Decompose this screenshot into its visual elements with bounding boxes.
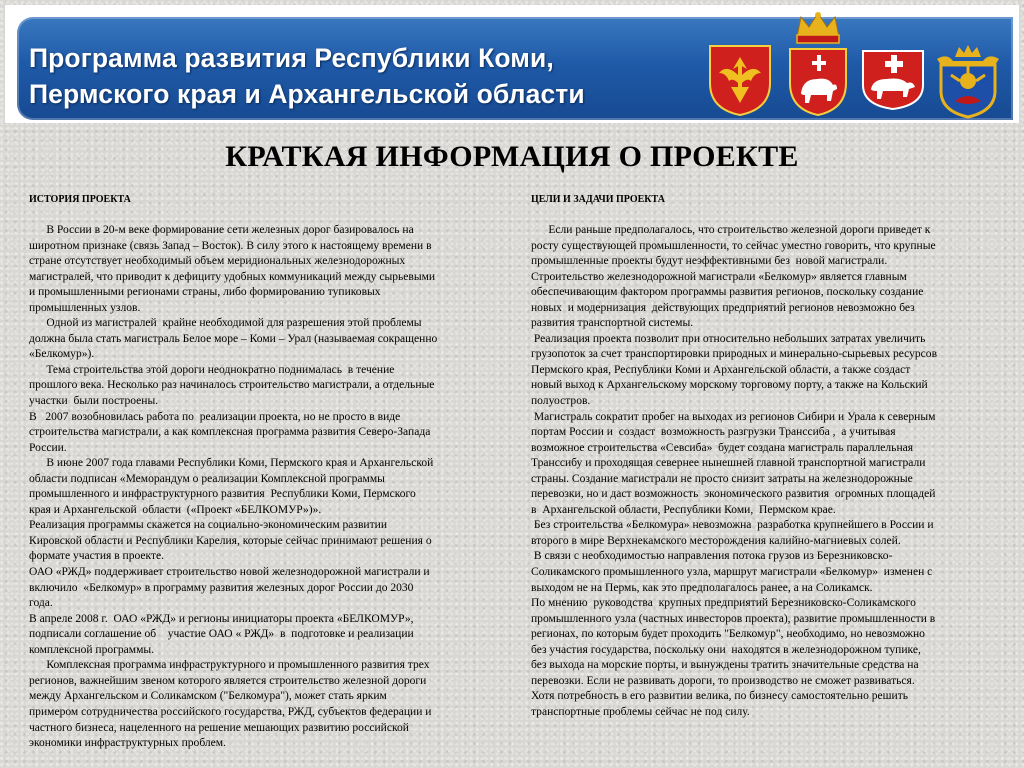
komi-coat-of-arms-icon xyxy=(707,43,773,117)
goals-text-line: Если раньше предполагалось, что строительство железной дороги приведет к xyxy=(531,224,931,236)
goals-text-line: росту существующей промышленности, то сейчас уместно говорить, что крупные xyxy=(531,239,936,252)
goals-text-line: портам России и создаст возможность разгрузки Транссиба , а учитывая xyxy=(531,426,896,439)
perm-coat-of-arms-icon xyxy=(787,9,849,119)
goals-text-line: Строительство железнодорожной магистрали «Белкомур» является главным xyxy=(531,270,907,283)
goals-text-line: По мнению руководства крупных предприятий Березниковско-Соликамского xyxy=(531,597,916,610)
goals-heading: ЦЕЛИ И ЗАДАЧИ ПРОЕКТА xyxy=(531,194,665,205)
history-column xyxy=(29,193,491,752)
history-text-line: В России в 20-м веке формирование сети железных дорог базировалось на xyxy=(29,224,414,236)
history-text-line: В апреле 2008 г. ОАО «РЖД» и регионы инициаторы проекта «БЕЛКОМУР», xyxy=(29,612,414,625)
history-text-line: должна была стать магистраль Белое море – Коми – Урал (называемая сокращенно xyxy=(29,332,438,345)
banner-title xyxy=(29,40,709,112)
page-title: КРАТКАЯ ИНФОРМАЦИЯ О ПРОЕКТЕ xyxy=(225,140,799,173)
goals-text-line: транспортные проблемы сейчас не под силу. xyxy=(531,705,750,718)
nenets-flag-bear-icon xyxy=(861,49,925,111)
goals-text-line: Без строительства «Белкомура» невозможна разработка крупнейшего в России и xyxy=(531,519,934,532)
history-text-line: широтном признаке (связь Запад – Восток). В силу этого к настоящему времени в xyxy=(29,239,432,252)
history-text-line: регионов, важнейшим звеном которого является строительство железной дороги xyxy=(29,674,427,687)
goals-text-line: выходом не на Пермь, как это предполагалось ранее, а на Соликамск. xyxy=(531,581,873,594)
goals-text-line: регионах, по которым будет проходить "Белкомур", необходимо, но невозможно xyxy=(531,628,925,641)
goals-text-line: Пермского края, Республики Коми и Архангельской области, а также создаст xyxy=(531,363,911,376)
history-text-line: магистралей, что приводит к дефициту удобных коммуникаций между сырьевыми xyxy=(29,270,436,283)
history-text-line: между Архангельском и Соликамском ("Белкомура"), может стать ярким xyxy=(29,690,387,703)
goals-text-line: второго в мире Верхнекамского месторождения калийно-магниевых солей. xyxy=(531,534,901,547)
goals-text-line: развития транспортной системы. xyxy=(531,317,694,330)
history-text-line: участки были построены. xyxy=(29,395,159,408)
goals-text-line: новых и модернизация действующих предприятий регионов невозможно без xyxy=(531,301,915,314)
history-text-line: прошлого века. Несколько раз начиналось строительство магистрали, а отдельные xyxy=(29,379,435,392)
history-text-line: подписали соглашение об участие ОАО « РЖД» в подготовке и реализации xyxy=(29,628,414,641)
history-text-line: комплексной программы. xyxy=(29,643,155,656)
history-body xyxy=(29,223,491,752)
history-text-line: Одной из магистралей крайне необходимой для разрешения этой проблемы xyxy=(29,317,422,330)
goals-text-line: Соликамского промышленного узла, маршрут магистрали «Белкомур» изменен с xyxy=(531,566,933,579)
goals-text-line: перевозки. Если не развивать дороги, то производство не сможет развиваться. xyxy=(531,674,915,687)
history-heading: ИСТОРИЯ ПРОЕКТА xyxy=(29,194,131,205)
history-text-line: края и Архангельской области («Проект «БЕЛКОМУР»)». xyxy=(29,503,322,516)
history-text-line: примером сотрудничества российского государства, РЖД, субъектов федерации и xyxy=(29,705,432,718)
goals-text-line: В связи с необходимостью направления потока грузов из Березниковско- xyxy=(531,550,893,563)
history-text-line: Тема строительства этой дороги неоднократно поднималась в течение xyxy=(29,363,395,376)
history-text-line: Реализация программы скажется на социально-экономическим развитии xyxy=(29,519,388,532)
goals-text-line: перевозки, но и даст возможность экономического развития огромных площадей xyxy=(531,488,936,501)
history-text-line: и промышленными регионами страны, либо формированию тупиковых xyxy=(29,286,381,299)
goals-text-line: возможное строительства «Севсиба» будет создана магистраль параллельная xyxy=(531,441,914,454)
goals-text-line: Магистраль сократит пробег на выходах из регионов Сибири и Урала к северным xyxy=(531,410,936,423)
history-text-line: промышленных узлов. xyxy=(29,301,141,314)
goals-text-line: Реализация проекта позволит при относительно небольших затратах увеличить xyxy=(531,332,926,345)
arkhangelsk-coat-of-arms-icon xyxy=(933,43,1003,119)
banner-title-line-1: Программа развития Республики Коми, xyxy=(29,43,554,73)
goals-body xyxy=(531,223,991,721)
goals-text-line: новый выход к Архангельскому морскому торговому порту, а также на Кольский xyxy=(531,379,928,392)
goals-text-line: грузопоток за счет транспортировки природных и минерально-сырьевых ресурсов xyxy=(531,348,938,361)
goals-text-line: в Архангельской области, Республики Коми, Пермском крае. xyxy=(531,503,836,516)
history-text-line: Кировской области и Республики Карелия, которые сейчас принимают решения о xyxy=(29,534,432,547)
history-text-line: В 2007 возобновилась работа по реализации проекта, но не просто в виде xyxy=(29,410,401,423)
goals-text-line: промышленные проекты будут неэффективными без новой магистрали. xyxy=(531,255,888,268)
goals-text-line: страны. Создание магистрали не просто снизит затраты на железнодорожные xyxy=(531,472,913,485)
history-text-line: «Белкомур»). xyxy=(29,348,95,361)
history-text-line: частного бизнеса, нацеленного на решение мешающих развитию российской xyxy=(29,721,409,734)
history-text-line: формате участия в проекте. xyxy=(29,550,165,563)
goals-text-line: Хотя потребность в его развитии велика, по бизнесу самостоятельно решить xyxy=(531,690,909,703)
goals-text-line: Транссибу и проходящая севернее нынешней главной транспортной магистрали xyxy=(531,457,926,470)
goals-column xyxy=(531,193,991,721)
history-text-line: Комплексная программа инфраструктурного и промышленного развития трех xyxy=(29,659,430,672)
goals-text-line: промышленного узла (частных инвесторов проекта), развитие промышленности в xyxy=(531,612,936,625)
history-text-line: В июне 2007 года главами Республики Коми, Пермского края и Архангельской xyxy=(29,457,434,470)
goals-text-line: полуостров. xyxy=(531,395,591,408)
goals-text-line: без выхода на морские порты, и вынуждены тратить значительные средства на xyxy=(531,659,919,672)
history-text-line: включило «Белкомур» в программу развития железных дорог России до 2030 xyxy=(29,581,414,594)
history-text-line: промышленного и инфраструктурного развития Республики Коми, Пермского xyxy=(29,488,416,501)
history-text-line: строительства магистрали, а как комплексная программа развития Северо-Западa xyxy=(29,426,431,439)
history-text-line: стране отсутствует необходимый объем меридиональных железнодорожных xyxy=(29,255,406,268)
goals-text-line: обеспечивающим фактором программы развития регионов, поскольку создание xyxy=(531,286,924,299)
history-text-line: России. xyxy=(29,441,67,454)
header-banner xyxy=(5,5,1019,123)
history-text-line: экономики инфраструктурных проблем. xyxy=(29,737,226,750)
goals-text-line: без участия государства, поскольку они находятся в железнодорожном тупике, xyxy=(531,643,921,656)
history-text-line: области подписан «Меморандум о реализации Комплексной программы xyxy=(29,472,385,485)
history-text-line: года. xyxy=(29,597,53,610)
history-text-line: ОАО «РЖД» поддерживает строительство новой железнодорожной магистрали и xyxy=(29,566,430,579)
banner-title-line-2: Пермского края и Архангельской области xyxy=(29,79,585,109)
